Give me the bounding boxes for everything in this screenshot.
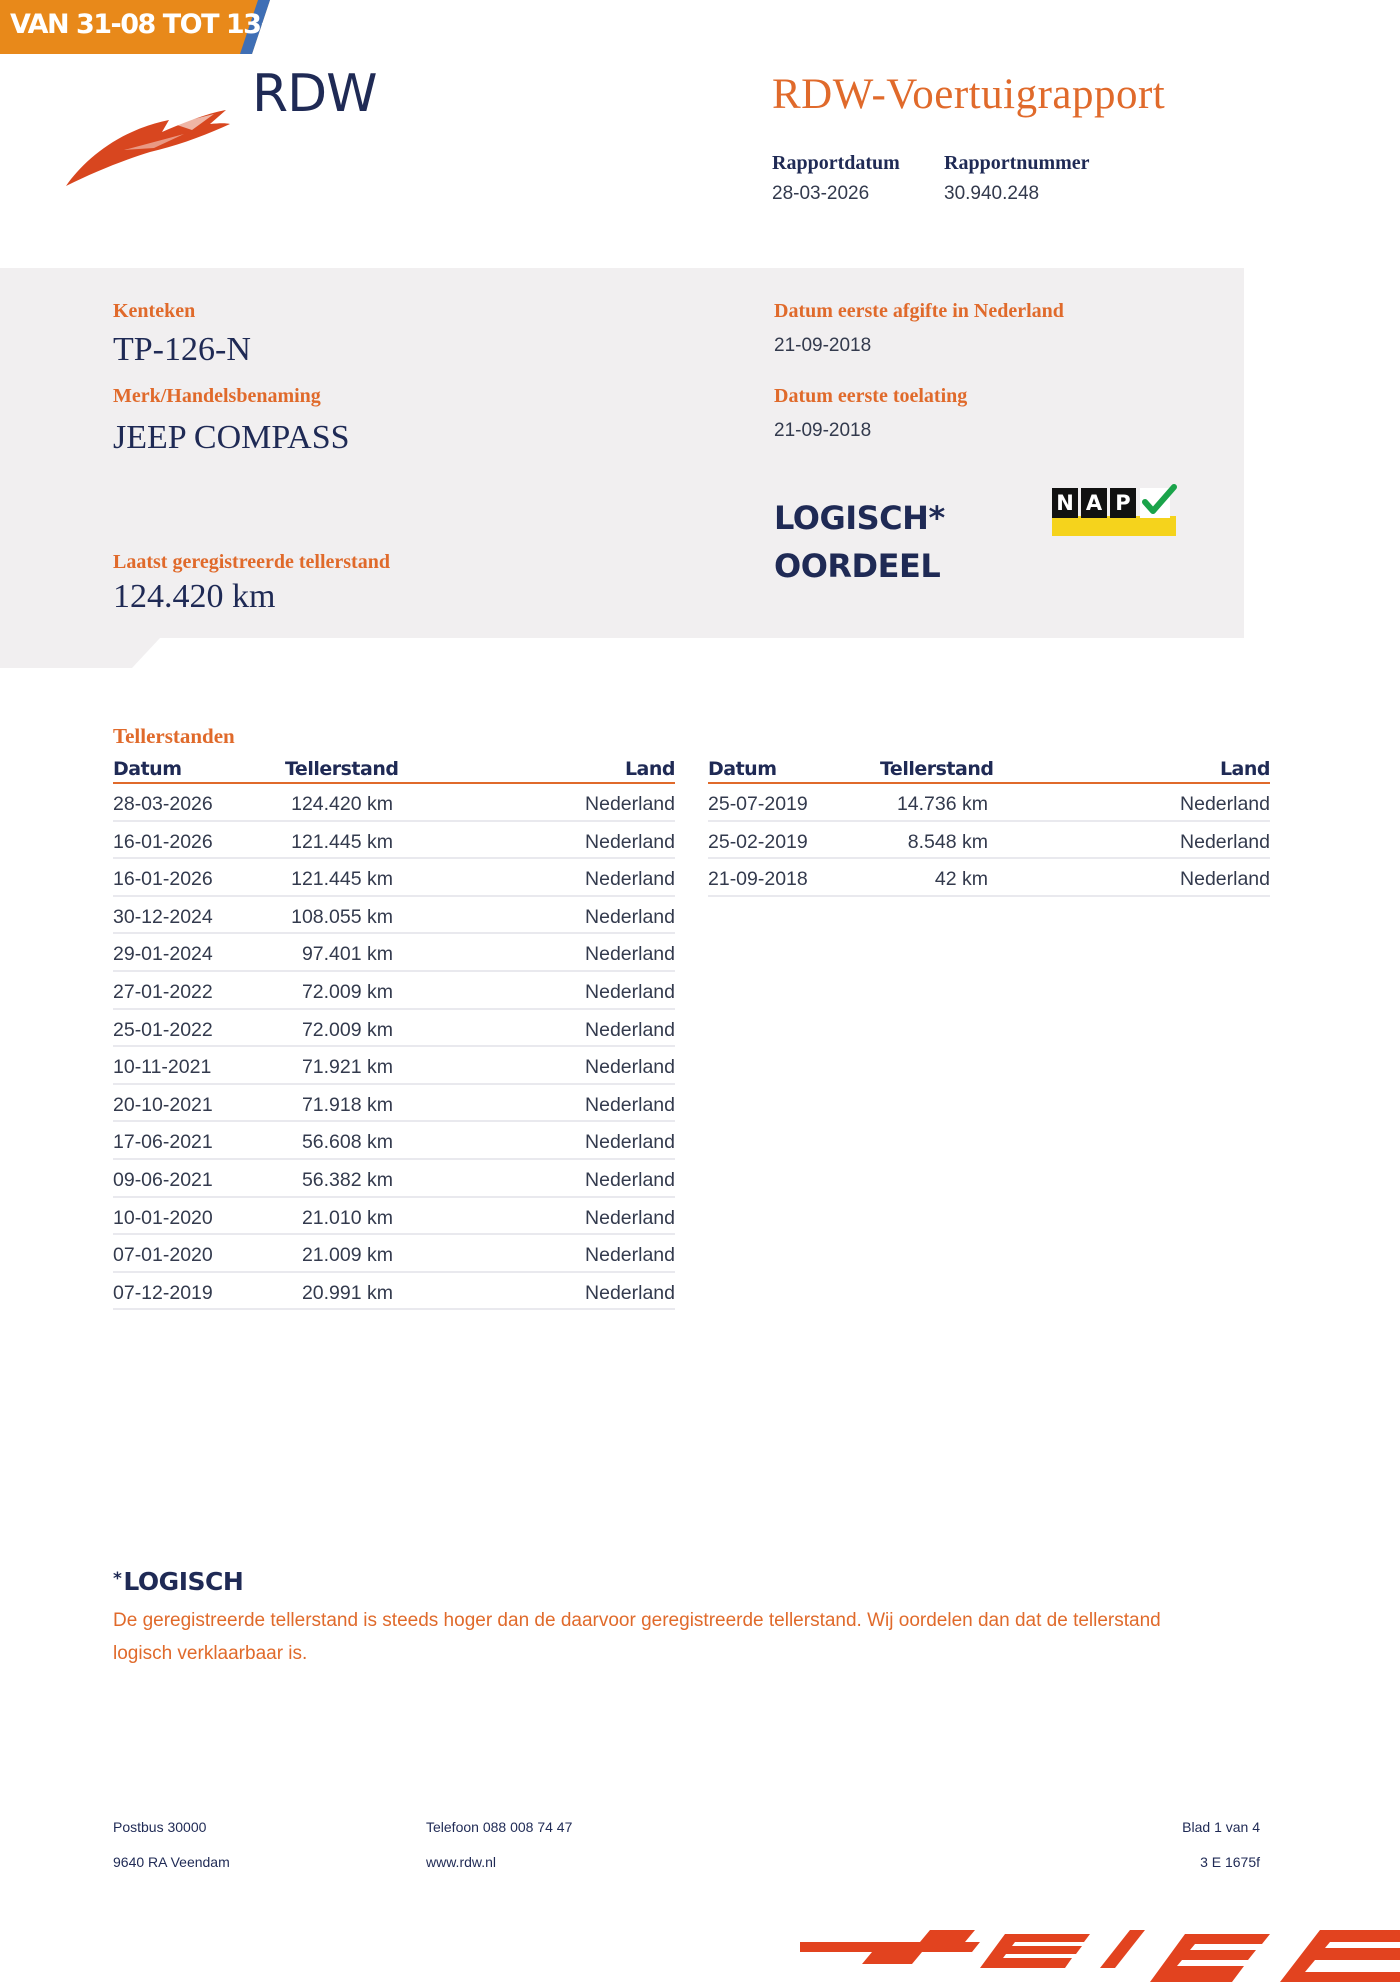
rdw-logo-wing-icon: [64, 90, 234, 190]
row-km: 97.401 km: [301, 943, 393, 966]
table-row: [708, 822, 1270, 860]
tellerstand-label: Laatst geregistreerde tellerstand: [113, 551, 390, 573]
row-km: 121.445 km: [291, 830, 393, 853]
footer-website[interactable]: www.rdw.nl: [426, 1854, 497, 1870]
odometer-rows-right: [708, 784, 1270, 897]
table-row: [113, 1235, 675, 1273]
odometer-table-right: [708, 756, 1270, 897]
tellerstanden-title: Tellerstanden: [113, 724, 235, 748]
row-km: 42 km: [934, 868, 988, 891]
table-row: [113, 1085, 675, 1123]
footer-contact: [426, 1810, 572, 1880]
row-km: 56.608 km: [301, 1131, 393, 1154]
footnote-title: [113, 1567, 243, 1596]
nap-letter-p: P: [1110, 488, 1136, 518]
rdw-logo-text: RDW: [252, 64, 377, 124]
row-date: 16-01-2026: [113, 868, 213, 891]
row-land: Nederland: [585, 1244, 675, 1267]
report-date-value: 28-03-2026: [772, 183, 870, 204]
row-land: Nederland: [585, 868, 675, 891]
report-number-value: 30.940.248: [944, 183, 1040, 204]
tellerstand-value: 124.420 km: [113, 578, 276, 615]
row-km: 71.921 km: [301, 1056, 393, 1079]
row-km: 72.009 km: [301, 980, 393, 1003]
row-land: Nederland: [1180, 793, 1270, 815]
footnote-star: *: [113, 1569, 122, 1589]
row-km: 21.009 km: [301, 1244, 393, 1267]
table-row: [113, 1122, 675, 1160]
row-km: 20.991 km: [301, 1281, 393, 1304]
table-header: [708, 756, 1270, 784]
report-date: [772, 152, 900, 205]
table-row: [113, 1198, 675, 1236]
promo-banner-text: VAN 31-08 TOT 13-09: [10, 9, 305, 40]
decorative-stripes: [800, 1920, 1400, 1982]
nap-letter-n: N: [1052, 488, 1078, 518]
merk-value: JEEP COMPASS: [113, 419, 350, 456]
nap-verdict-line1: LOGISCH*: [774, 499, 945, 537]
table-row: [113, 784, 675, 822]
column-header-land: Land: [624, 758, 675, 780]
row-date: 10-01-2020: [113, 1206, 213, 1229]
row-date: 27-01-2022: [113, 980, 213, 1003]
footer-page-number: Blad 1 van 4: [1182, 1819, 1260, 1835]
row-date: 25-07-2019: [708, 793, 808, 815]
row-date: 28-03-2026: [113, 793, 213, 815]
row-date: 16-01-2026: [113, 830, 213, 853]
row-date: 25-01-2022: [113, 1018, 213, 1041]
row-date: 29-01-2024: [113, 943, 213, 966]
table-row: [113, 1047, 675, 1085]
toelating-value: 21-09-2018: [774, 420, 872, 441]
table-row: [113, 1273, 675, 1311]
row-date: 09-06-2021: [113, 1168, 213, 1191]
table-row: [113, 972, 675, 1010]
column-header-km: Tellerstand: [880, 758, 994, 780]
row-land: Nederland: [585, 1206, 675, 1229]
column-header-km: Tellerstand: [285, 758, 399, 780]
vehicle-summary-panel-tab: [0, 638, 160, 668]
footer-postbus: Postbus 30000: [113, 1819, 207, 1835]
kenteken-value: TP-126-N: [113, 331, 251, 368]
row-land: Nederland: [585, 905, 675, 928]
row-land: Nederland: [585, 793, 675, 815]
row-land: Nederland: [585, 1131, 675, 1154]
table-row: [708, 784, 1270, 822]
footer-code: 3 E 1675f: [1200, 1854, 1260, 1870]
nap-badge: [1052, 488, 1176, 536]
row-km: 121.445 km: [291, 868, 393, 891]
checkmark-icon: [1140, 484, 1178, 520]
footnote-title-text: LOGISCH: [123, 1567, 244, 1596]
footer-phone: Telefoon 088 008 74 47: [426, 1819, 573, 1835]
row-km: 56.382 km: [301, 1168, 393, 1191]
odometer-table-left: [113, 756, 675, 1310]
merk-label: Merk/Handelsbenaming: [113, 385, 321, 407]
row-land: Nederland: [585, 1093, 675, 1116]
row-land: Nederland: [585, 1281, 675, 1304]
nap-verdict: [774, 494, 945, 590]
row-date: 17-06-2021: [113, 1131, 213, 1154]
footer-city: 9640 RA Veendam: [113, 1854, 230, 1870]
row-land: Nederland: [585, 980, 675, 1003]
row-land: Nederland: [585, 1056, 675, 1079]
row-land: Nederland: [585, 1018, 675, 1041]
row-km: 21.010 km: [301, 1206, 393, 1229]
report-number-label: Rapportnummer: [944, 152, 1090, 174]
row-date: 20-10-2021: [113, 1093, 213, 1116]
report-number: [944, 152, 1090, 205]
afgifte-label: Datum eerste afgifte in Nederland: [774, 300, 1064, 322]
row-km: 72.009 km: [301, 1018, 393, 1041]
table-row: [113, 859, 675, 897]
column-header-date: Datum: [113, 758, 182, 780]
table-row: [113, 1160, 675, 1198]
table-row: [113, 822, 675, 860]
column-header-date: Datum: [708, 758, 777, 780]
row-date: 30-12-2024: [113, 905, 213, 928]
row-km: 8.548 km: [907, 830, 988, 853]
row-date: 07-12-2019: [113, 1281, 213, 1304]
kenteken-label: Kenteken: [113, 300, 196, 322]
table-row: [113, 1010, 675, 1048]
report-title: RDW-Voertuigrapport: [772, 71, 1166, 118]
table-row: [113, 897, 675, 935]
afgifte-value: 21-09-2018: [774, 335, 872, 356]
nap-letter-a: A: [1081, 488, 1107, 518]
nap-verdict-line2: OORDEEL: [774, 547, 941, 585]
table-row: [708, 859, 1270, 897]
row-land: Nederland: [585, 943, 675, 966]
footer-page-info: [1182, 1810, 1260, 1880]
rdw-logo: [64, 64, 384, 184]
row-date: 21-09-2018: [708, 868, 808, 891]
row-km: 14.736 km: [896, 793, 988, 815]
row-km: 71.918 km: [301, 1093, 393, 1116]
row-date: 25-02-2019: [708, 830, 808, 853]
footer-address: [113, 1810, 230, 1880]
odometer-rows-left: [113, 784, 675, 1310]
row-km: 108.055 km: [291, 905, 393, 928]
row-land: Nederland: [1180, 868, 1270, 891]
footnote-text: De geregistreerde tellerstand is steeds hoger dan de daarvoor geregistreerde tellerstand. Wij oordelen dan dat de tellerstand logisch verklaarbaar is.: [113, 1610, 1161, 1664]
row-km: 124.420 km: [291, 793, 393, 815]
table-row: [113, 934, 675, 972]
column-header-land: Land: [1219, 758, 1270, 780]
row-land: Nederland: [585, 1168, 675, 1191]
row-date: 07-01-2020: [113, 1244, 213, 1267]
row-land: Nederland: [585, 830, 675, 853]
row-land: Nederland: [1180, 830, 1270, 853]
row-date: 10-11-2021: [113, 1056, 212, 1079]
promo-banner: [0, 0, 305, 54]
table-header: [113, 756, 675, 784]
toelating-label: Datum eerste toelating: [774, 385, 968, 407]
report-date-label: Rapportdatum: [772, 152, 900, 174]
